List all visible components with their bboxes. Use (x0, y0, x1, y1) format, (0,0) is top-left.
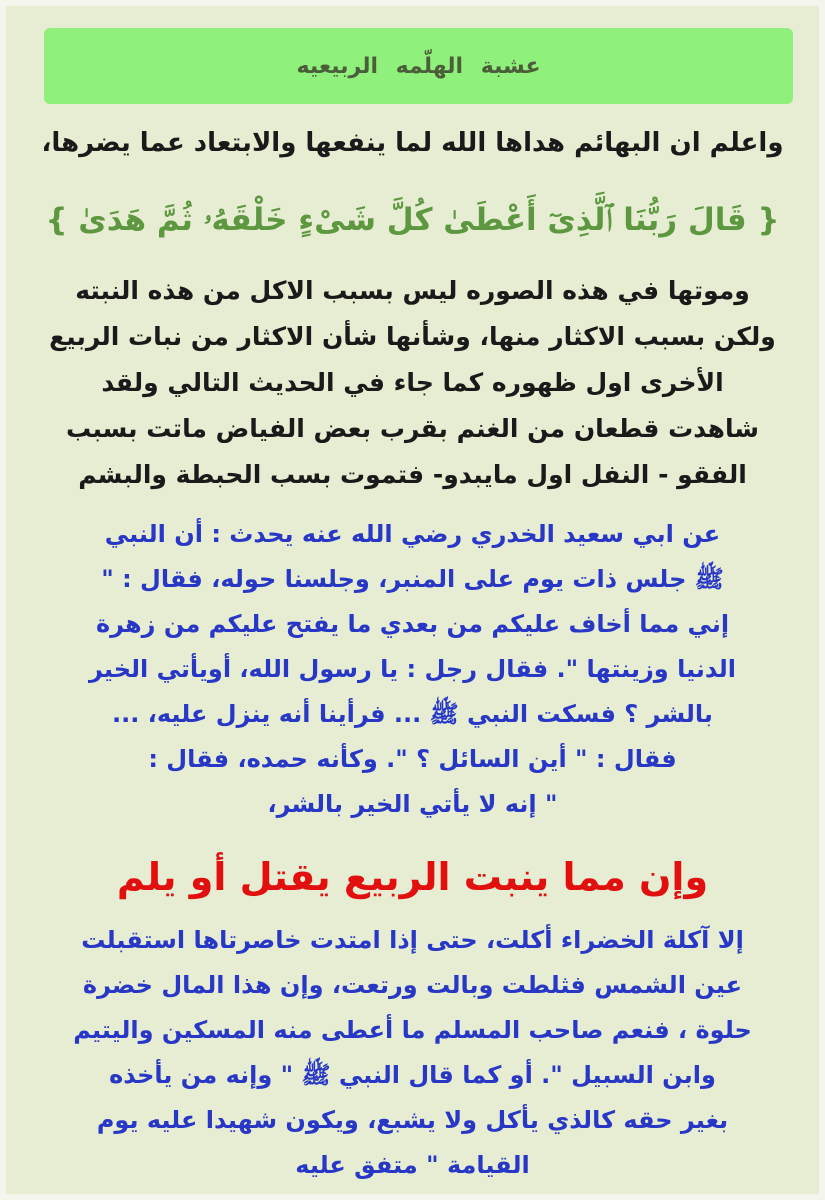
hadith-line: إلا آكلة الخضراء أكلت، حتى إذا امتدت خاصرتاها استقبلت (81, 926, 744, 954)
hadith-line: القيامة " متفق عليه (295, 1151, 530, 1179)
hadith-line: عن ابي سعيد الخدري رضي الله عنه يحدث : أن النبي (104, 520, 721, 548)
headline-text: وإن مما ينبت الربيع يقتل أو يلم (116, 855, 709, 899)
hadith-text-part2 (34, 918, 791, 1188)
quran-verse (34, 192, 791, 248)
explanation-paragraph (34, 268, 791, 498)
hadith-line: عين الشمس فثلطت وبالت ورتعت، وإن هذا المال خضرة (82, 971, 743, 999)
hadith-line: إني مما أخاف عليكم من بعدي ما يفتح عليكم من زهرة (95, 610, 730, 638)
hadith-line: بغير حقه كالذي يأكل ولا يشبع، ويكون شهيدا عليه يوم (96, 1106, 729, 1134)
intro-line: واعلم ان البهائم هداها الله لما ينفعها والابتعاد عما يضرها، (41, 128, 784, 158)
verse-line: { قَالَ رَبُّنَا ٱلَّذِىٓ أَعْطَىٰ كُلَّ شَىْءٍ خَلْقَهُۥ ثُمَّ هَدَىٰ } (45, 202, 780, 238)
paragraph-line: الفقو - النفل اول مايبدو- فتموت بسب الحبطة والبشم (78, 460, 747, 489)
hadith-line: ﷺ جلس ذات يوم على المنبر، وجلسنا حوله، فقال : " (101, 565, 724, 593)
paragraph-line: الأخرى اول ظهوره كما جاء في الحديث التالي ولقد (101, 368, 724, 397)
paragraph-line: وموتها في هذه الصوره ليس بسبب الاكل من هذه النبته (75, 276, 750, 305)
hadith-line: حلوة ، فنعم صاحب المسلم ما أعطى منه المسكين واليتيم (73, 1016, 752, 1044)
hadith-line: " إنه لا يأتي الخير بالشر، (267, 790, 558, 818)
page-bottom-edge (6, 1180, 819, 1194)
highlighted-headline (34, 842, 791, 912)
hadith-line: وابن السبيل ". أو كما قال النبي ﷺ " وإنه من يأخذه (109, 1061, 716, 1089)
paragraph-line: ولكن بسبب الاكثار منها، وشأنها شأن الاكثار من نبات الربيع (49, 322, 776, 351)
page-title: عشبة الهلّمه الربيعيه (296, 53, 541, 79)
hadith-line: بالشر ؟ فسكت النبي ﷺ ... فرأينا أنه ينزل عليه، ... (112, 700, 713, 728)
hadith-text-part1 (34, 512, 791, 827)
title-banner (44, 28, 793, 104)
hadith-line: الدنيا وزينتها ". فقال رجل : يا رسول الله، أويأتي الخير (89, 655, 736, 683)
intro-text (34, 118, 791, 168)
paragraph-line: شاهدت قطعان من الغنم بقرب بعض الفياض ماتت بسبب (66, 414, 759, 443)
hadith-line: فقال : " أين السائل ؟ ". وكأنه حمده، فقال : (148, 745, 677, 773)
